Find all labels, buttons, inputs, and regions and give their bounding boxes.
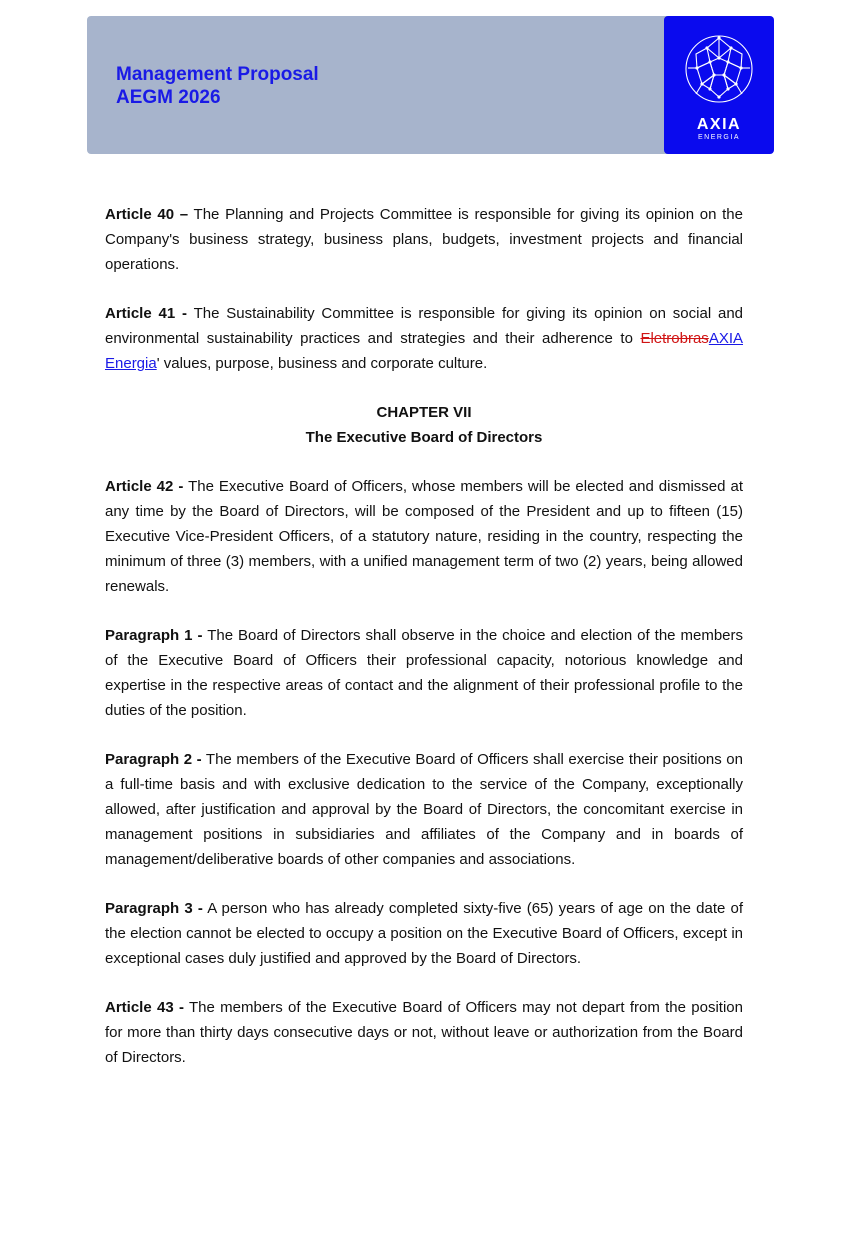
header-band (87, 16, 674, 154)
title-line-1: Management Proposal (116, 64, 319, 85)
inserted-text: AXIA Energia (105, 330, 743, 372)
article-41 (105, 301, 743, 376)
article-label: Article 43 - (105, 999, 184, 1016)
article-text: The Executive Board of Officers, whose members will be elected and dismissed at any time by the Board of Directors, will be composed of the President and up to fifteen (15) Executive Vice-President Officers, of a statutory nature, residing in the country, respecting the minimum of three (3) members, with a unified management term of two (2) years, being allowed renewals. (105, 478, 743, 595)
article-text: The Planning and Projects Committee is responsible for giving its opinion on the Company's business strategy, business plans, budgets, investment projects and financial operations. (105, 206, 743, 273)
paragraph-label: Paragraph 2 - (105, 751, 202, 768)
company-logo (664, 16, 774, 154)
globe-icon (684, 34, 754, 104)
logo-name: AXIA (696, 116, 742, 133)
article-label: Article 42 - (105, 478, 184, 495)
article-label: Article 40 – (105, 206, 189, 223)
paragraph-1 (105, 623, 743, 723)
paragraph-label: Paragraph 3 - (105, 900, 203, 917)
deleted-text: Eletrobras (640, 330, 709, 347)
document-body (105, 202, 743, 1094)
document-title (116, 63, 319, 109)
article-text: The Sustainability Committee is responsible for giving its opinion on social and environmental sustainability practices and strategies and their adherence to (105, 305, 744, 347)
article-40 (105, 202, 743, 277)
title-line-2: AEGM 2026 (116, 87, 221, 108)
logo-subtitle: ENERGIA (697, 134, 740, 141)
paragraph-text: The Board of Directors shall observe in the choice and election of the members of the Executive Board of Officers their professional capacity, notorious knowledge and expertise in the respective areas of contact and the alignment of their professional profile to the duties of the position. (105, 627, 744, 719)
article-43 (105, 995, 743, 1070)
article-text-end: ' values, purpose, business and corporate culture. (156, 355, 488, 372)
article-label: Article 41 - (105, 305, 188, 322)
chapter-number: CHAPTER VII (376, 404, 472, 421)
paragraph-text: The members of the Executive Board of Officers shall exercise their positions on a full-time basis and with exclusive dedication to the service of the Company, exceptionally allowed, after justification and approval by the Board of Directors, the concomitant exercise in management positions in subsidiaries and affiliates of the Company and in boards of management/deliberative boards of other companies and associations. (105, 751, 743, 868)
article-text: The members of the Executive Board of Officers may not depart from the position for more than thirty days consecutive days or not, without leave or authorization from the Board of Directors. (105, 999, 743, 1066)
chapter-heading (105, 400, 743, 450)
article-42 (105, 474, 743, 599)
paragraph-text: A person who has already completed sixty-five (65) years of age on the date of the election cannot be elected to occupy a position on the Executive Board of Officers, except in exceptional cases duly justified and approved by the Board of Directors. (105, 900, 743, 967)
chapter-title: The Executive Board of Directors (305, 429, 543, 446)
paragraph-label: Paragraph 1 - (105, 627, 203, 644)
paragraph-3 (105, 896, 743, 971)
paragraph-2 (105, 747, 743, 872)
